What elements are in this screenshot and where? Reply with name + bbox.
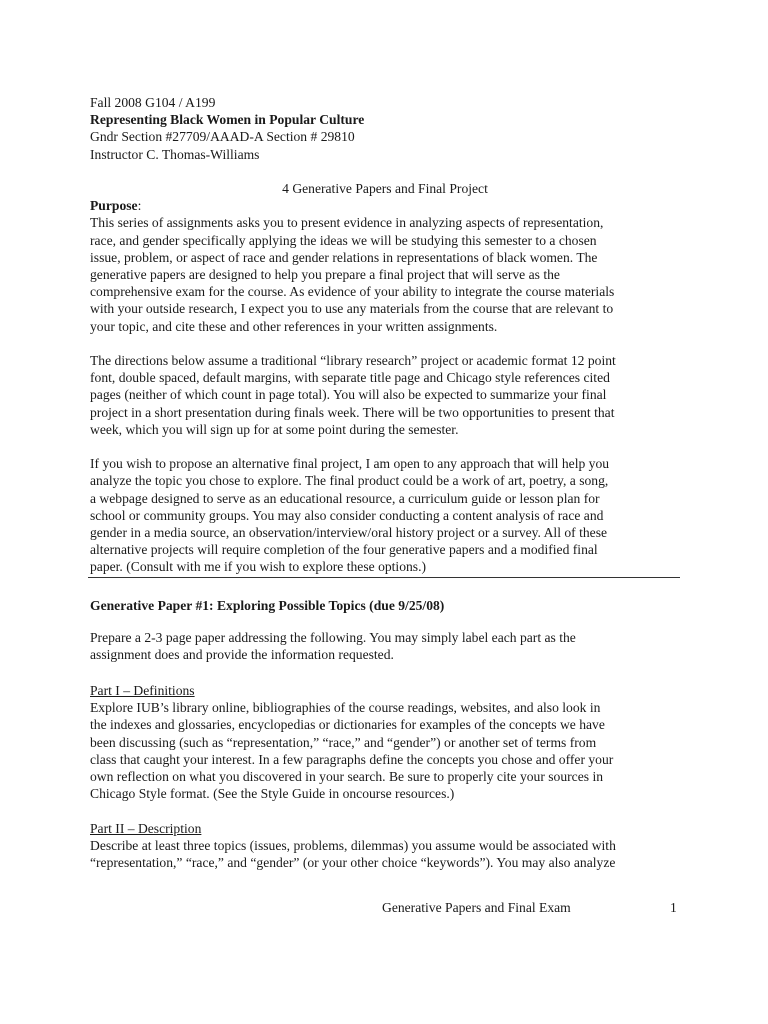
alternative-line: alternative projects will require completion of the four generative papers and a modified final xyxy=(90,542,598,558)
assignment-title: 4 Generative Papers and Final Project xyxy=(282,181,488,196)
page-number: 1 xyxy=(670,900,677,915)
directions-paragraph xyxy=(90,352,680,438)
part2-heading: Part II – Description xyxy=(90,821,202,836)
part1-line: class that caught your interest. In a few paragraphs define the concepts you chose and offer your xyxy=(90,751,614,767)
part1-line: own reflection on what you discovered in your search. Be sure to properly cite your sources in xyxy=(90,769,604,785)
footer-label: Generative Papers and Final Exam xyxy=(382,900,571,915)
instructor-name: Instructor C. Thomas-Williams xyxy=(90,146,260,162)
purpose-line: with your outside research, I expect you to use any materials from the course that are relevant to xyxy=(90,301,614,317)
purpose-heading: Purpose: xyxy=(90,198,142,214)
alternative-paragraph xyxy=(90,455,680,575)
alternative-line: paper. (Consult with me if you wish to explore these options.) xyxy=(90,559,427,575)
part1-line: Chicago Style format. (See the Style Guide in oncourse resources.) xyxy=(90,786,455,802)
alternative-line: analyze the topic you chose to explore. The final product could be a work of art, poetry, a song, xyxy=(90,473,609,489)
alternative-line: If you wish to propose an alternative final project, I am open to any approach that will help you xyxy=(90,456,610,472)
part1-line: Explore IUB’s library online, bibliographies of the course readings, websites, and also look in xyxy=(90,700,601,716)
part1-line: the indexes and glossaries, encyclopedias or dictionaries for examples of the concepts we have xyxy=(90,717,605,733)
purpose-paragraph xyxy=(90,214,680,334)
purpose-line: your topic, and cite these and other references in your written assignments. xyxy=(90,318,498,334)
directions-line: pages (neither of which count in page total). You will also be expected to summarize your final xyxy=(90,387,607,403)
part2-line: “representation,” “race,” and “gender” (or your other choice “keywords”). You may also analyze xyxy=(90,855,616,871)
directions-line: The directions below assume a traditional “library research” project or academic format 12 point xyxy=(90,353,616,369)
part1-line: been discussing (such as “representation,” “race,” and “gender”) or another set of terms from xyxy=(90,734,597,750)
course-title: Representing Black Women in Popular Culture xyxy=(90,112,365,128)
intro-line: Prepare a 2-3 page paper addressing the following. You may simply label each part as the xyxy=(90,630,576,645)
purpose-line: race, and gender specifically applying the ideas we will be studying this semester to a chosen xyxy=(90,232,597,248)
directions-line: project in a short presentation during finals week. There will be two opportunities to present that xyxy=(90,404,615,420)
document-page xyxy=(90,94,680,576)
intro-line: assignment does and provide the information requested. xyxy=(90,647,394,663)
purpose-line: This series of assignments asks you to present evidence in analyzing aspects of representation, xyxy=(90,215,604,231)
directions-line: font, double spaced, default margins, with separate title page and Chicago style references cited xyxy=(90,370,610,386)
purpose-line: comprehensive exam for the course. As evidence of your ability to integrate the course materials xyxy=(90,284,615,300)
purpose-label: Purpose xyxy=(90,198,138,214)
part2-line: Describe at least three topics (issues, problems, dilemmas) you assume would be associated with xyxy=(90,838,616,854)
part1-heading: Part I – Definitions xyxy=(90,683,195,698)
directions-line: week, which you will sign up for at some point during the semester. xyxy=(90,421,459,437)
spacer xyxy=(90,438,680,455)
alternative-line: gender in a media source, an observation/interview/oral history project or a survey. All of these xyxy=(90,525,608,541)
alternative-line: school or community groups. You may also consider conducting a content analysis of race and xyxy=(90,507,604,523)
spacer xyxy=(90,163,680,180)
purpose-line: issue, problem, or aspect of race and gender relations in representations of black women. The xyxy=(90,249,598,265)
part1-section xyxy=(90,682,680,802)
paper1-heading: Generative Paper #1: Exploring Possible Topics (due 9/25/08) xyxy=(90,598,445,613)
horizontal-rule xyxy=(88,577,680,578)
course-code: Fall 2008 G104 / A199 xyxy=(90,95,216,110)
alternative-line: a webpage designed to serve as an educational resource, a curriculum guide or lesson plan for xyxy=(90,490,600,506)
part2-section xyxy=(90,820,680,872)
section-numbers: Gndr Section #27709/AAAD-A Section # 29810 xyxy=(90,129,355,145)
paper1-intro xyxy=(90,629,680,663)
spacer xyxy=(90,335,680,352)
purpose-line: generative papers are designed to help you prepare a final project that will serve as the xyxy=(90,267,560,283)
